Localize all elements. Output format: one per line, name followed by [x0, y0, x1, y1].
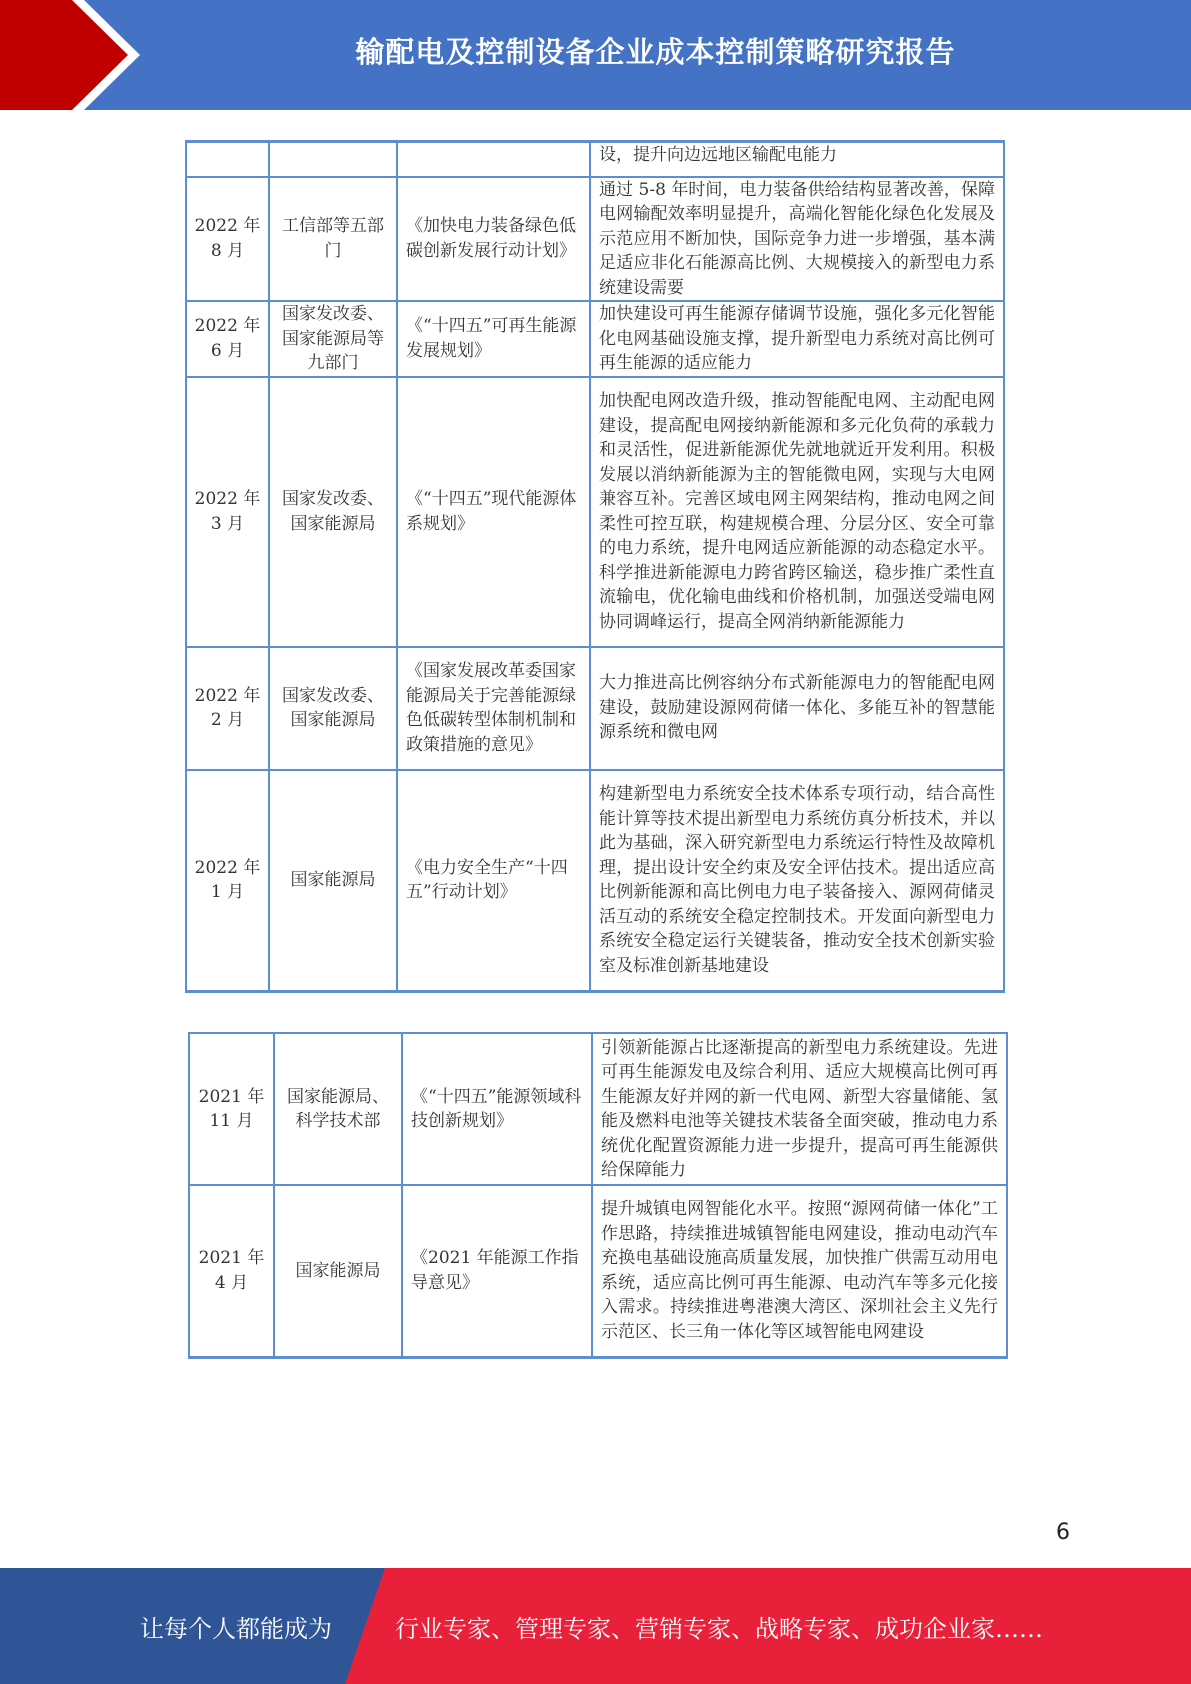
table-row — [189, 1033, 1007, 1185]
document-cell — [397, 142, 590, 177]
content-cell: 构建新型电力系统安全技术体系专项行动，结合高性能计算等技术提出新型电力系统仿真分析技术，并以此为基础，深入研究新型电力系统运行特性及故障机理，提出设计安全约束及安全评估技术。提出适应高比例新能源和高比例电力电子装备接入、源网荷储灵活互动的系统安全稳定控制技术。开发面向新型电力系统安全稳定运行关键装备，推动安全技术创新实验室及标准创新基地建设 — [590, 770, 1004, 992]
page-number: 6 — [1056, 1520, 1070, 1545]
content-cell: 加快建设可再生能源存储调节设施，强化多元化智能化电网基础设施支撑，提升新型电力系统对高比例可再生能源的适应能力 — [590, 301, 1004, 377]
date-cell: 2022 年 1 月 — [186, 770, 269, 992]
document-cell: 《电力安全生产“十四五”行动计划》 — [397, 770, 590, 992]
table-row — [186, 142, 1004, 177]
date-cell: 2021 年 11 月 — [189, 1033, 274, 1185]
department-cell: 工信部等五部门 — [269, 177, 397, 302]
date-cell: 2022 年 6 月 — [186, 301, 269, 377]
table-row — [189, 1185, 1007, 1357]
table-row — [186, 770, 1004, 992]
content-cell: 加快配电网改造升级，推动智能配电网、主动配电网建设，提高配电网接纳新能源和多元化负荷的承载力和灵活性，促进新能源优先就地就近开发利用。积极发展以消纳新能源为主的智能微电网，实现与大电网兼容互补。完善区域电网主网架结构，推动电网之间柔性可控互联，构建规模合理、分层分区、安全可靠的电力系统，提升电网适应新能源的动态稳定水平。科学推进新能源电力跨省跨区输送，稳步推广柔性直流输电，优化输电曲线和价格机制，加强送受端电网协同调峰运行，提高全网消纳新能源能力 — [590, 377, 1004, 647]
table-row — [186, 647, 1004, 770]
date-cell: 2021 年 4 月 — [189, 1185, 274, 1357]
content-cell: 大力推进高比例容纳分布式新能源电力的智能配电网建设，鼓励建设源网荷储一体化、多能互补的智慧能源系统和微电网 — [590, 647, 1004, 770]
date-cell: 2022 年 8 月 — [186, 177, 269, 302]
department-cell: 国家发改委、国家能源局 — [269, 377, 397, 647]
date-cell — [186, 142, 269, 177]
table-row — [186, 301, 1004, 377]
content-cell: 提升城镇电网智能化水平。按照“源网荷储一体化”工作思路，持续推进城镇智能电网建设，推动电动汽车充换电基础设施高质量发展，加快推广供需互动用电系统，适应高比例可再生能源、电动汽车等多元化接入需求。持续推进粤港澳大湾区、深圳社会主义先行示范区、长三角一体化等区域智能电网建设 — [592, 1185, 1007, 1357]
document-cell: 《“十四五”能源领域科技创新规划》 — [402, 1033, 592, 1185]
department-cell: 国家能源局 — [269, 770, 397, 992]
department-cell: 国家发改委、国家能源局 — [269, 647, 397, 770]
table-row — [186, 177, 1004, 302]
date-cell: 2022 年 2 月 — [186, 647, 269, 770]
report-title: 输配电及控制设备企业成本控制策略研究报告 — [355, 34, 956, 69]
content-cell: 设，提升向边远地区输配电能力 — [590, 142, 1004, 177]
page-header — [0, 0, 1191, 110]
document-cell: 《加快电力装备绿色低碳创新发展行动计划》 — [397, 177, 590, 302]
department-cell: 国家能源局、科学技术部 — [274, 1033, 402, 1185]
department-cell: 国家能源局 — [274, 1185, 402, 1357]
content-cell: 引领新能源占比逐渐提高的新型电力系统建设。先进可再生能源发电及综合利用、适应大规模高比例可再生能源友好并网的新一代电网、新型大容量储能、氢能及燃料电池等关键技术装备全面突破，推动电力系统优化配置资源能力进一步提升，提高可再生能源供给保障能力 — [592, 1033, 1007, 1185]
date-cell: 2022 年 3 月 — [186, 377, 269, 647]
page-footer — [0, 1568, 1191, 1684]
department-cell — [269, 142, 397, 177]
policy-table-part-1 — [185, 140, 1005, 993]
document-cell: 《国家发展改革委国家能源局关于完善能源绿色低碳转型体制机制和政策措施的意见》 — [397, 647, 590, 770]
document-cell: 《“十四五”现代能源体系规划》 — [397, 377, 590, 647]
footer-slogan-right: 行业专家、管理专家、营销专家、战略专家、成功企业家…… — [395, 1614, 1043, 1643]
content-cell: 通过 5-8 年时间，电力装备供给结构显著改善，保障电网输配效率明显提升，高端化智能化绿色化发展及示范应用不断加快，国际竞争力进一步增强，基本满足适应非化石能源高比例、大规模接入的新型电力系统建设需要 — [590, 177, 1004, 302]
footer-slogan-left: 让每个人都能成为 — [140, 1614, 332, 1643]
policy-table-part-2 — [188, 1032, 1008, 1359]
document-cell: 《2021 年能源工作指导意见》 — [402, 1185, 592, 1357]
table-row — [186, 377, 1004, 647]
department-cell: 国家发改委、国家能源局等九部门 — [269, 301, 397, 377]
document-cell: 《“十四五”可再生能源发展规划》 — [397, 301, 590, 377]
header-arrow-decoration — [0, 0, 160, 110]
